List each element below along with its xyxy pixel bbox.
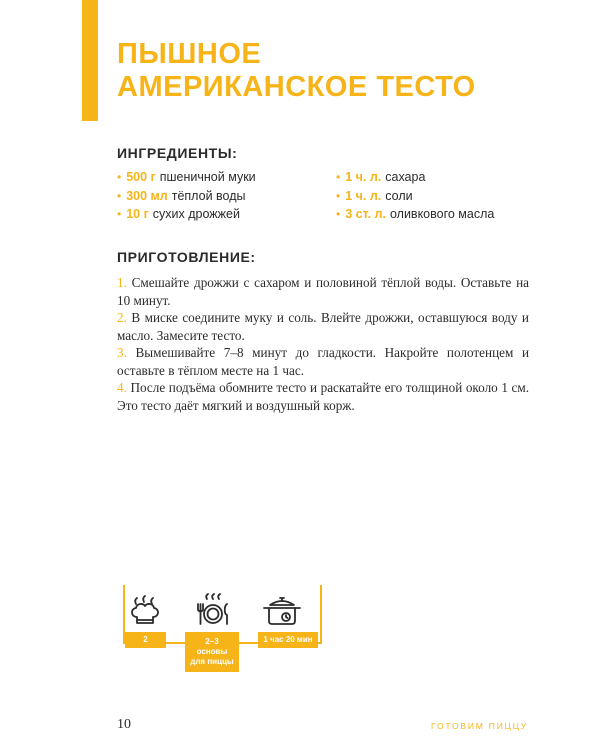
time-value: 1 час 20 мин (263, 635, 313, 644)
ingredient-item (117, 187, 336, 206)
cooking-pot-icon (262, 593, 302, 629)
bullet-icon: • (336, 188, 341, 203)
step-number: 3. (117, 345, 127, 360)
ingredient-qty: 3 ст. л. (345, 207, 386, 221)
preparation-steps (117, 274, 529, 414)
ingredient-qty: 1 ч. л. (345, 170, 382, 184)
ingredient-item (117, 205, 336, 224)
yield-badge (185, 632, 239, 672)
step-number: 4. (117, 380, 127, 395)
step-text: В миске соедините муку и соль. Влейте дрожжи, оставшуюся воду и масло. Замесите тесто. (117, 310, 529, 343)
bullet-icon: • (117, 207, 122, 221)
ingredient-qty: 1 ч. л. (345, 188, 382, 203)
title-line-1: ПЫШНОЕ (117, 38, 262, 70)
page-title (117, 38, 577, 104)
bullet-icon: • (117, 188, 122, 203)
ingredient-qty: 300 мл (126, 188, 168, 203)
section-title: ГОТОВИМ ПИЦЦУ (431, 721, 528, 731)
step-text: После подъёма обомните тесто и раскатайте его толщиной около 1 см. Это тесто даёт мягкий и воздушный корж. (117, 380, 529, 413)
yield-count: 2–3 (205, 637, 219, 646)
time-badge (258, 632, 318, 648)
page-number: 10 (117, 717, 131, 732)
chef-hat-icon (125, 593, 165, 629)
ingredient-name: пшеничной муки (159, 170, 256, 184)
plate-cutlery-icon (193, 593, 233, 629)
ingredient-qty: 500 г (126, 170, 156, 184)
ingredient-name: оливкового масла (389, 207, 495, 221)
step-text: Смешайте дрожжи с сахаром и половиной тёплой воды. Оставьте на 10 минут. (117, 275, 530, 308)
ingredient-name: соли (385, 188, 413, 203)
ingredients-heading: ИНГРЕДИЕНТЫ: (117, 145, 238, 161)
preparation-heading: ПРИГОТОВЛЕНИЕ: (117, 249, 256, 265)
ingredients-list (117, 168, 517, 224)
step-text: Вымешивайте 7–8 минут до гладкости. Накройте полотенцем и оставьте в тёплом месте на 1 час. (117, 345, 530, 378)
ingredient-item (117, 168, 336, 187)
bullet-icon: • (117, 170, 122, 184)
servings-badge (125, 632, 166, 648)
bullet-icon: • (336, 207, 341, 221)
step-paragraph (117, 309, 529, 344)
yield-unit: основы (196, 647, 228, 656)
ingredient-name: сухих дрожжей (152, 207, 240, 221)
ingredient-item (336, 168, 494, 187)
step-paragraph (117, 379, 529, 414)
ingredients-column-left (117, 168, 336, 224)
yield-purpose: для пиццы (190, 657, 234, 666)
step-paragraph (117, 274, 529, 309)
step-number: 2. (117, 310, 127, 325)
step-number: 1. (117, 275, 127, 290)
ingredient-qty: 10 г (126, 207, 149, 221)
accent-bar (82, 0, 98, 121)
title-line-2: АМЕРИКАНСКОЕ ТЕСТО (117, 71, 476, 103)
ingredient-item (336, 187, 494, 206)
ingredient-name: сахара (385, 170, 426, 184)
ingredient-item (336, 205, 494, 224)
bullet-icon: • (336, 170, 341, 184)
step-paragraph (117, 344, 529, 379)
ingredients-column-right (336, 168, 494, 224)
servings-value: 2 (143, 635, 148, 644)
ingredient-name: тёплой воды (171, 188, 246, 203)
